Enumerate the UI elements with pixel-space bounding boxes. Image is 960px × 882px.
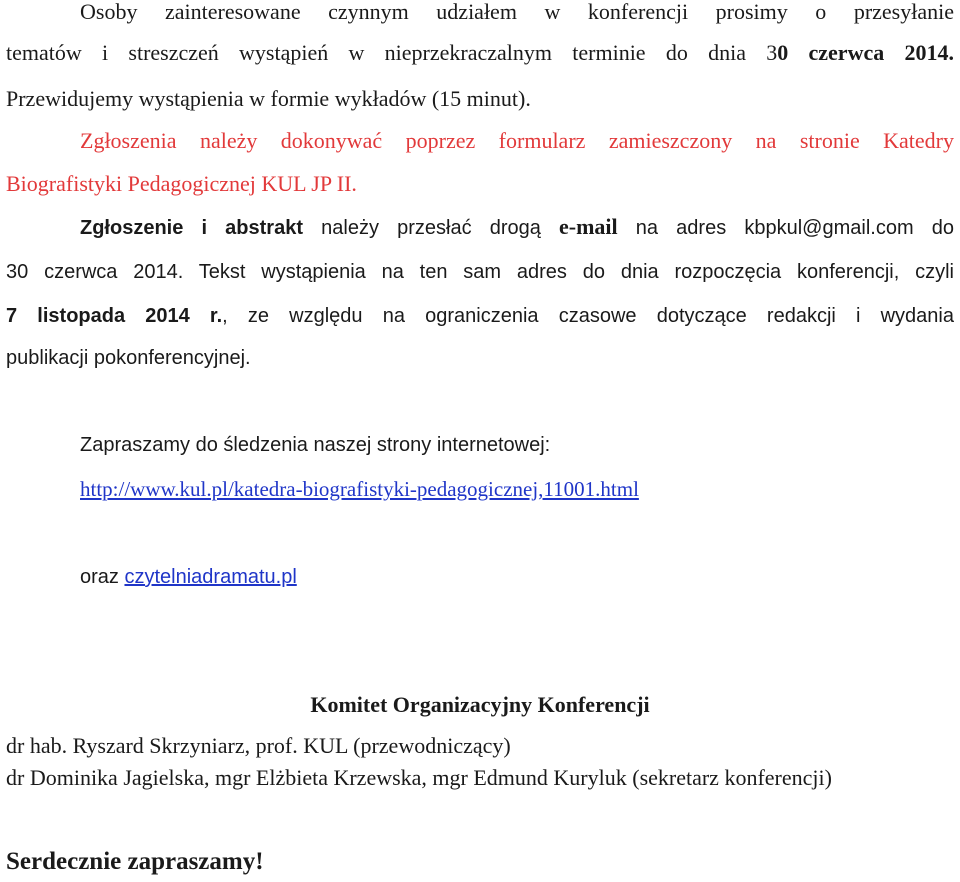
second-link-line xyxy=(80,562,954,592)
para1-line1: Osoby zainteresowane czynnym udziałem w konferencji prosimy o przesyłanie xyxy=(80,0,954,24)
submission-heading: Zgłoszenie i abstrakt xyxy=(80,217,303,239)
para3-line3-text: , ze względu na ograniczenia czasowe dotyczące redakcji i wydania xyxy=(222,305,954,327)
committee-chair: dr hab. Ryszard Skrzyniarz, prof. KUL (przewodniczący) xyxy=(6,733,511,758)
para3-line2: 30 czerwca 2014. Tekst wystąpienia na ten sam adres do dnia rozpoczęcia konferencji, czyli xyxy=(6,261,954,283)
czytelniadramatu-link[interactable]: czytelniadramatu.pl xyxy=(124,566,297,588)
para3-line4: publikacji pokonferencyjnej. xyxy=(6,347,251,369)
website-url-line xyxy=(80,474,954,504)
para1-line3: Przewidujemy wystąpienia w formie wykładów (15 minut). xyxy=(6,86,531,111)
conference-date: 7 listopada 2014 r. xyxy=(6,305,223,327)
closing-text: Serdecznie zapraszamy! xyxy=(6,848,264,875)
committee-secretaries: dr Dominika Jagielska, mgr Elżbieta Krzewska, mgr Edmund Kuryluk (sekretarz konferencji) xyxy=(6,765,832,790)
website-intro: Zapraszamy do śledzenia naszej strony internetowej: xyxy=(80,434,551,456)
para3-line1 xyxy=(80,212,954,243)
para2-line1: Zgłoszenia należy dokonywać poprzez formularz zamieszczony na stronie Katedry xyxy=(80,128,954,153)
para1-line2 xyxy=(6,38,954,68)
committee-title: Komitet Organizacyjny Konferencji xyxy=(310,692,650,717)
para3-line1-end: na adres kbpkul@gmail.com do xyxy=(617,217,954,239)
para3-line1-text: należy przesłać drogą xyxy=(303,217,559,239)
para2-line2: Biografistyki Pedagogicznej KUL JP II. xyxy=(6,171,357,196)
para3-line3 xyxy=(6,301,954,331)
website-url-link[interactable]: http://www.kul.pl/katedra-biografistyki-pedagogicznej,11001.html xyxy=(80,477,639,501)
oraz-text: oraz xyxy=(80,566,125,588)
deadline-date: 0 czerwca 2014. xyxy=(777,40,954,65)
email-word: e-mail xyxy=(559,214,618,239)
para1-line2-text: tematów i streszczeń wystąpień w nieprzekraczalnym terminie do dnia 3 xyxy=(6,40,778,65)
